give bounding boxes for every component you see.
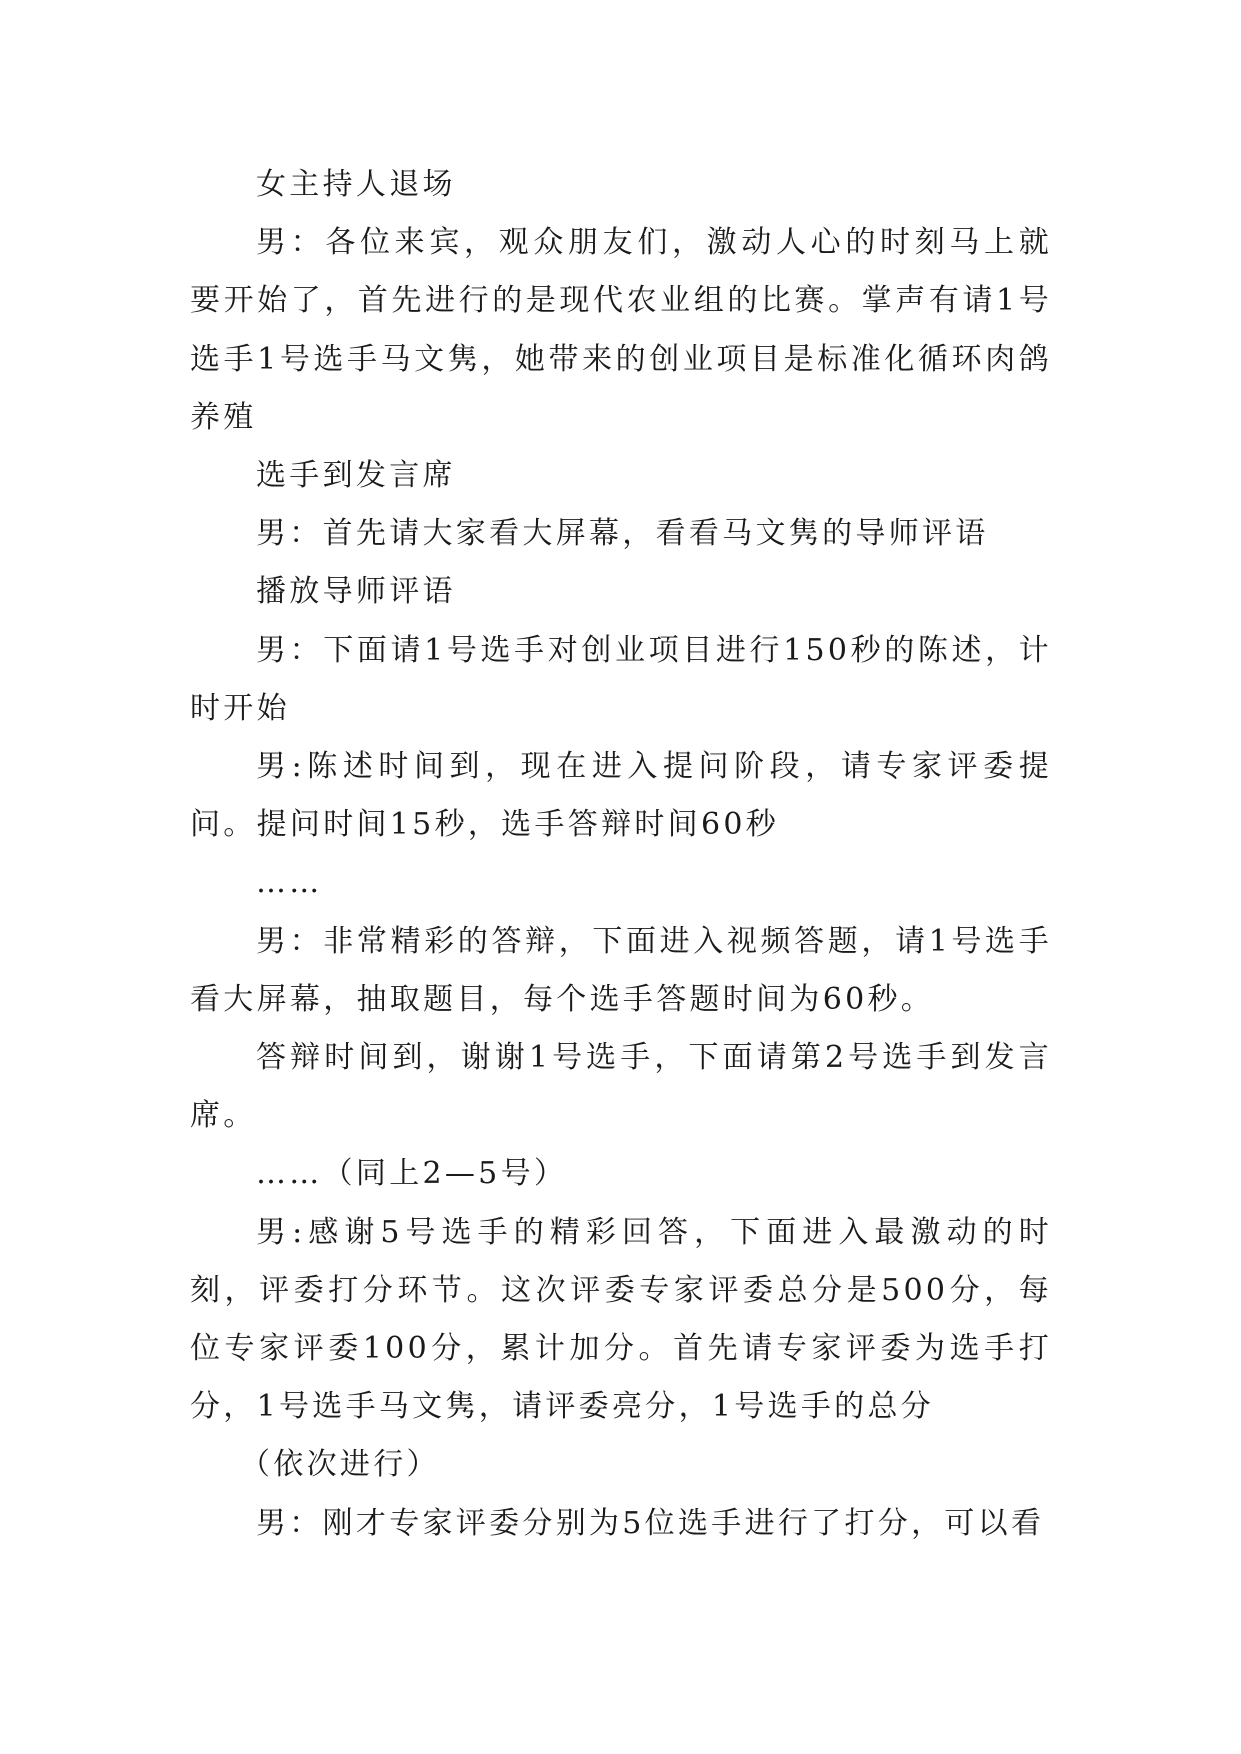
paragraph-scoring-segment: 男:感谢5号选手的精彩回答，下面进入最激动的时刻，评委打分环节。这次评委专家评委总分是500分，每位专家评委100分，累计加分。首先请专家评委为选手打分，1号选手马文隽，请评委亮分，1号选手的总分	[190, 1214, 1052, 1425]
paragraph-opening-announcement: 男：各位来宾，观众朋友们，激动人心的时刻马上就要开始了，首先进行的是现代农业组的比赛。掌声有请1号选手1号选手马文隽，她带来的创业项目是标准化循环肉鸽养殖	[190, 225, 1052, 435]
document-body	[190, 156, 1052, 1553]
paragraph-repeat-note: ……（同上2—5号）	[256, 1156, 568, 1192]
paragraph-stage-direction-podium: 选手到发言席	[256, 458, 456, 494]
paragraph-video-question: 男：非常精彩的答辩，下面进入视频答题，请1号选手看大屏幕，抽取题目，每个选手答题时间为60秒。	[190, 923, 1052, 1017]
paragraph-ellipsis: ……	[256, 865, 323, 901]
paragraph-mentor-comments-intro: 男：首先请大家看大屏幕，看看马文隽的导师评语	[256, 516, 989, 552]
paragraph-play-mentor-comments: 播放导师评语	[256, 574, 456, 610]
paragraph-question-phase: 男:陈述时间到，现在进入提问阶段，请专家评委提问。提问时间15秒，选手答辩时间60秒	[190, 749, 1052, 843]
paragraph-next-contestant: 答辩时间到，谢谢1号选手，下面请第2号选手到发言席。	[190, 1040, 1052, 1134]
paragraph-presentation-timer: 男：下面请1号选手对创业项目进行150秒的陈述，计时开始	[190, 632, 1052, 726]
paragraph-in-sequence: （依次进行）	[240, 1447, 440, 1483]
paragraph-scoring-summary: 男：刚才专家评委分别为5位选手进行了打分，可以看	[256, 1505, 1045, 1541]
paragraph-host-exit: 女主持人退场	[256, 167, 456, 202]
